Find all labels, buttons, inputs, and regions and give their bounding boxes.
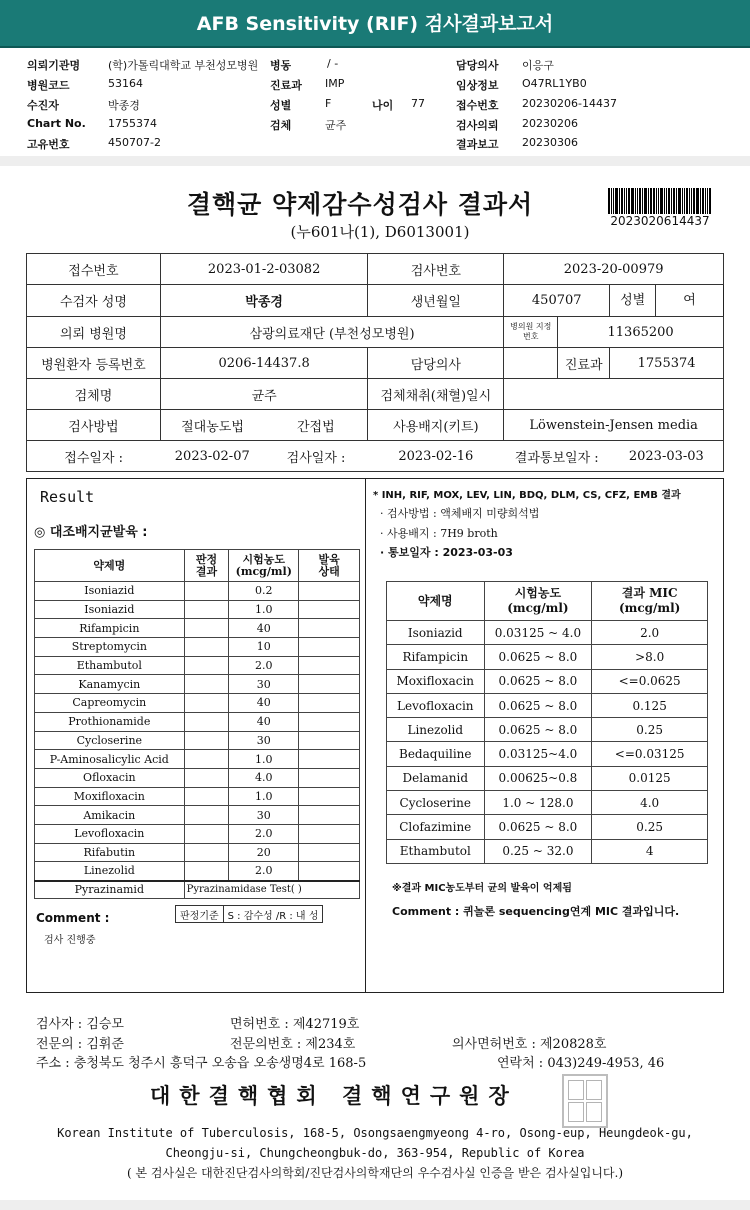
certification-note: ( 본 검사실은 대한진단검사의학회/진단검사의학재단의 우수검사실 인증을 받은 검사실입니다.) xyxy=(126,1166,623,1180)
section-divider xyxy=(0,156,750,166)
table-cell: 4.0 xyxy=(592,791,708,815)
info-label: 병의원 지정번호 xyxy=(504,317,558,348)
table-row xyxy=(35,750,360,769)
document-title: 결핵균 약제감수성검사 결과서 xyxy=(186,190,534,219)
info-label: 생년월일 xyxy=(368,285,504,317)
barcode-bar xyxy=(678,188,681,214)
table-cell: Clofazimine xyxy=(387,815,485,839)
barcode-bar xyxy=(676,188,677,214)
label-hospital-code: 병원코드 xyxy=(27,79,70,92)
value-request-date: 20230206 xyxy=(522,117,578,130)
physician-license: 의사면허번호 : 제20828호 xyxy=(452,1037,607,1052)
barcode-bar xyxy=(631,188,634,214)
criteria-label: 판정기준 xyxy=(176,906,224,922)
table-cell: Ethambutol xyxy=(387,839,485,863)
table-cell: Prothionamide xyxy=(35,712,185,731)
table-cell: Levofloxacin xyxy=(387,693,485,717)
table-row xyxy=(387,669,708,693)
table-cell: 0.25 xyxy=(592,815,708,839)
table-cell: Isoniazid xyxy=(35,600,185,619)
table-cell: 0.25 xyxy=(592,718,708,742)
column-header: 약제명 xyxy=(387,582,485,621)
table-cell: 0.0625 ~ 8.0 xyxy=(484,693,592,717)
value-report-date: 20230306 xyxy=(522,136,578,149)
specialist-number: 전문의번호 : 제234호 xyxy=(230,1037,356,1052)
table-row xyxy=(35,582,360,601)
table-cell xyxy=(184,750,229,769)
table-cell xyxy=(299,694,360,713)
table-cell: 10 xyxy=(229,638,299,657)
label-department: 진료과 xyxy=(270,79,302,92)
table-cell: 0.0625 ~ 8.0 xyxy=(484,815,592,839)
table-row xyxy=(35,824,360,843)
table-cell: 0.0625 ~ 8.0 xyxy=(484,718,592,742)
table-cell: Linezolid xyxy=(35,862,185,881)
info-value: 2023-02-07 xyxy=(160,441,264,472)
label-accession: 접수번호 xyxy=(456,99,499,112)
table-cell: 40 xyxy=(229,712,299,731)
table-cell: 1.0 xyxy=(229,600,299,619)
table-cell: 2.0 xyxy=(592,621,708,645)
table-cell xyxy=(184,787,229,806)
table-cell: 0.0125 xyxy=(592,766,708,790)
info-label: 진료과 xyxy=(558,348,610,379)
info-label: 담당의사 xyxy=(368,348,504,379)
table-row xyxy=(35,638,360,657)
table-cell: Streptomycin xyxy=(35,638,185,657)
table-row xyxy=(387,693,708,717)
column-header: 발육 상태 xyxy=(299,550,360,582)
table-cell xyxy=(184,638,229,657)
table-row xyxy=(35,843,360,862)
table-cell: Pyrazinamidase Test( ) xyxy=(184,881,359,899)
report-title: AFB Sensitivity (RIF) 검사결과보고서 xyxy=(0,0,750,48)
info-label: 검사일자 : xyxy=(264,441,368,472)
table-cell xyxy=(299,806,360,825)
info-value: 450707 xyxy=(504,285,610,317)
table-cell: P-Aminosalicylic Acid xyxy=(35,750,185,769)
official-seal-stamp xyxy=(562,1074,608,1128)
table-row xyxy=(35,694,360,713)
info-value: 삼광의료재단 (부천성모병원) xyxy=(160,317,503,348)
patient-info-table xyxy=(26,253,724,472)
table-cell: Moxifloxacin xyxy=(387,669,485,693)
barcode-bar xyxy=(624,188,625,214)
barcode-bar xyxy=(642,188,643,214)
barcode-bar xyxy=(648,188,649,214)
table-row xyxy=(35,675,360,694)
table-cell: 1.0 ~ 128.0 xyxy=(484,791,592,815)
table-cell: 30 xyxy=(229,675,299,694)
info-label: 접수일자 : xyxy=(27,441,161,472)
column-header: 약제명 xyxy=(35,550,185,582)
value-ward: / - xyxy=(327,57,339,70)
table-cell: 40 xyxy=(229,619,299,638)
table-row xyxy=(387,815,708,839)
table-cell xyxy=(184,712,229,731)
value-clinical-info: O47RL1YB0 xyxy=(522,77,587,90)
info-label: 결과통보일자 : xyxy=(504,441,610,472)
table-cell: 1.0 xyxy=(229,750,299,769)
info-value: 11365200 xyxy=(558,317,724,348)
phone: 연락처 : 043)249-4953, 46 xyxy=(497,1056,665,1071)
table-row xyxy=(387,766,708,790)
table-cell: 40 xyxy=(229,694,299,713)
barcode-bar xyxy=(639,188,641,214)
table-cell: Ethambutol xyxy=(35,656,185,675)
table-cell xyxy=(184,656,229,675)
table-row xyxy=(387,645,708,669)
table-cell: 0.00625~0.8 xyxy=(484,766,592,790)
barcode-bar xyxy=(702,188,704,214)
barcode-bar xyxy=(693,188,695,214)
sensitivity-table xyxy=(34,549,360,899)
table-cell: Pyrazinamid xyxy=(35,881,185,899)
info-value: 2023-03-03 xyxy=(610,441,724,472)
table-cell: 2.0 xyxy=(229,656,299,675)
table-cell: Linezolid xyxy=(387,718,485,742)
table-cell xyxy=(184,694,229,713)
info-value: 2023-20-00979 xyxy=(504,254,724,285)
label-ward: 병동 xyxy=(270,59,292,72)
table-cell xyxy=(299,824,360,843)
label-clinical-info: 임상정보 xyxy=(456,79,499,92)
table-cell: Isoniazid xyxy=(35,582,185,601)
value-chart-no: 1755374 xyxy=(108,117,157,130)
table-cell: 2.0 xyxy=(229,862,299,881)
info-label: 수검자 성명 xyxy=(27,285,161,317)
barcode-bar xyxy=(619,188,620,214)
table-cell xyxy=(299,787,360,806)
barcode-bar xyxy=(644,188,647,214)
table-cell xyxy=(184,768,229,787)
info-label: 검사번호 xyxy=(368,254,504,285)
table-cell xyxy=(184,600,229,619)
info-label: 병원환자 등록번호 xyxy=(27,348,161,379)
table-cell xyxy=(299,656,360,675)
table-cell: Bedaquiline xyxy=(387,742,485,766)
control-growth-heading: ◎ 대조배지균발육 : xyxy=(34,525,148,540)
table-cell xyxy=(184,619,229,638)
sex-cell xyxy=(610,285,723,316)
english-address-line2: Cheongju-si, Chungcheongbuk-do, 363-954, Republic of Korea xyxy=(165,1146,585,1160)
table-cell xyxy=(299,750,360,769)
info-value: 간접법 xyxy=(264,410,368,441)
table-row xyxy=(35,619,360,638)
table-cell: 1.0 xyxy=(229,787,299,806)
table-cell: Capreomycin xyxy=(35,694,185,713)
table-row xyxy=(387,742,708,766)
english-address-line1: Korean Institute of Tuberculosis, 168-5, Osongsaengmyeong 4-ro, Osong-eup, Heungdeok-gu, xyxy=(57,1126,693,1140)
table-cell: 0.0625 ~ 8.0 xyxy=(484,669,592,693)
table-cell xyxy=(184,675,229,694)
label-report-date: 결과보고 xyxy=(456,138,499,151)
barcode-bar xyxy=(626,188,627,214)
label-specimen: 검체 xyxy=(270,119,292,132)
table-cell: Levofloxacin xyxy=(35,824,185,843)
info-value xyxy=(504,379,724,410)
barcode-bar xyxy=(682,188,683,214)
table-cell: 30 xyxy=(229,806,299,825)
table-row xyxy=(35,656,360,675)
specialist: 전문의 : 김휘준 xyxy=(36,1037,124,1052)
mic-notify-date: · 통보일자 : 2023-03-03 xyxy=(380,546,513,559)
label-request-date: 검사의뢰 xyxy=(456,119,499,132)
table-row xyxy=(387,791,708,815)
barcode-bar xyxy=(671,188,672,214)
table-cell xyxy=(184,806,229,825)
table-cell: Rifabutin xyxy=(35,843,185,862)
info-value: 절대농도법 xyxy=(160,410,264,441)
organization-name: 대한결핵협회 결핵연구원장 xyxy=(150,1083,518,1108)
table-cell xyxy=(299,600,360,619)
info-label: 접수번호 xyxy=(27,254,161,285)
table-row xyxy=(387,621,708,645)
table-cell xyxy=(184,582,229,601)
info-value: 여 xyxy=(683,293,696,308)
column-header: 판정 결과 xyxy=(184,550,229,582)
column-header: 시험농도 (mcg/ml) xyxy=(229,550,299,582)
value-patient: 박종경 xyxy=(108,99,140,112)
table-cell: 30 xyxy=(229,731,299,750)
table-cell: 0.03125 ~ 4.0 xyxy=(484,621,592,645)
result-heading: Result xyxy=(40,488,95,506)
value-age: 77 xyxy=(411,97,425,110)
label-age: 나이 xyxy=(372,99,394,112)
label-sex: 성별 xyxy=(270,99,292,112)
table-cell: Cycloserine xyxy=(387,791,485,815)
barcode-bar xyxy=(653,188,655,214)
barcode-bar xyxy=(660,188,663,214)
info-value: 0206-14437.8 xyxy=(160,348,368,379)
table-cell: 20 xyxy=(229,843,299,862)
label-doctor: 담당의사 xyxy=(456,59,499,72)
table-cell: Cycloserine xyxy=(35,731,185,750)
mic-note: ※결과 MIC농도부터 균의 발육이 억제됨 xyxy=(392,883,572,894)
mic-method: · 검사방법 : 액체배지 미량희석법 xyxy=(380,507,540,520)
table-cell: 0.2 xyxy=(229,582,299,601)
value-doctor: 이응구 xyxy=(522,59,554,72)
barcode-bar xyxy=(686,188,688,214)
table-row xyxy=(35,768,360,787)
table-cell: >8.0 xyxy=(592,645,708,669)
barcode-bar xyxy=(666,188,667,214)
document-subtitle: (누601나(1), D6013001) xyxy=(290,223,470,241)
mic-table xyxy=(386,581,708,864)
barcode-bar xyxy=(696,188,699,214)
info-label: 사용배지(키트) xyxy=(368,410,504,441)
table-cell: 0.25 ~ 32.0 xyxy=(484,839,592,863)
table-row xyxy=(35,806,360,825)
table-cell xyxy=(299,862,360,881)
info-label: 검사방법 xyxy=(27,410,161,441)
table-cell: Isoniazid xyxy=(387,621,485,645)
table-cell xyxy=(184,843,229,862)
criteria-legend xyxy=(175,905,323,923)
criteria-value: S : 감수성 /R : 내 성 xyxy=(227,911,319,922)
barcode-bar xyxy=(700,188,701,214)
table-cell xyxy=(184,824,229,843)
table-row xyxy=(387,839,708,863)
mic-medium: · 사용배지 : 7H9 broth xyxy=(380,527,498,540)
table-cell xyxy=(299,675,360,694)
mic-comment: Comment : 퀴놀론 sequencing연계 MIC 결과입니다. xyxy=(392,905,680,918)
table-cell: Ofloxacin xyxy=(35,768,185,787)
value-unique-no: 450707-2 xyxy=(108,136,161,149)
barcode-bar xyxy=(635,188,636,214)
table-cell: Kanamycin xyxy=(35,675,185,694)
barcode-bar xyxy=(656,188,657,214)
info-value: 2023-02-16 xyxy=(368,441,504,472)
table-cell: 4.0 xyxy=(229,768,299,787)
label-unique-no: 고유번호 xyxy=(27,138,70,151)
table-cell xyxy=(299,582,360,601)
barcode-bar xyxy=(705,188,706,214)
value-hospital-code: 53164 xyxy=(108,77,143,90)
license-number: 면허번호 : 제42719호 xyxy=(230,1017,360,1032)
info-label: 성별 xyxy=(610,285,656,316)
barcode-bar xyxy=(664,188,665,214)
table-cell: Rifampicin xyxy=(387,645,485,669)
info-label: 검체명 xyxy=(27,379,161,410)
table-row xyxy=(35,731,360,750)
barcode-number: 2023020614437 xyxy=(610,214,710,228)
barcode-bar xyxy=(658,188,659,214)
barcode-bar xyxy=(709,188,711,214)
column-header: 시험농도 (mcg/ml) xyxy=(484,582,592,621)
barcode-bar xyxy=(613,188,614,214)
barcode-bar xyxy=(615,188,618,214)
barcode-bar xyxy=(637,188,638,214)
column-header: 결과 MIC (mcg/ml) xyxy=(592,582,708,621)
table-cell: <=0.03125 xyxy=(592,742,708,766)
barcode-bar xyxy=(650,188,652,214)
barcode-bar xyxy=(608,188,610,214)
table-cell xyxy=(184,862,229,881)
table-cell xyxy=(299,638,360,657)
tester: 검사자 : 김승모 xyxy=(36,1017,124,1032)
table-cell xyxy=(299,619,360,638)
table-cell: 0.125 xyxy=(592,693,708,717)
table-cell: Amikacin xyxy=(35,806,185,825)
label-chart-no: Chart No. xyxy=(27,117,86,130)
table-cell: Delamanid xyxy=(387,766,485,790)
info-value: 박종경 xyxy=(160,285,368,317)
table-row xyxy=(35,712,360,731)
table-cell: Moxifloxacin xyxy=(35,787,185,806)
table-cell: <=0.0625 xyxy=(592,669,708,693)
value-department: IMP xyxy=(325,77,345,90)
barcode-bar xyxy=(689,188,690,214)
barcode-bar xyxy=(707,188,708,214)
table-cell xyxy=(299,843,360,862)
page-bottom-margin xyxy=(0,1200,750,1210)
table-row xyxy=(35,600,360,619)
mic-drug-list: * INH, RIF, MOX, LEV, LIN, BDQ, DLM, CS, CFZ, EMB 결과 xyxy=(373,490,681,501)
table-row xyxy=(35,862,360,881)
table-row xyxy=(387,718,708,742)
value-specimen: 균주 xyxy=(325,119,347,132)
table-cell: 4 xyxy=(592,839,708,863)
barcode-bar xyxy=(673,188,675,214)
barcode-bar xyxy=(628,188,630,214)
barcode-bar xyxy=(668,188,670,214)
label-institution: 의뢰기관명 xyxy=(27,59,81,72)
value-sex: F xyxy=(325,97,332,110)
label-patient: 수진자 xyxy=(27,99,59,112)
barcode-bar xyxy=(621,188,623,214)
info-label: 검체채취(채혈)일시 xyxy=(368,379,504,410)
info-value: Löwenstein-Jensen media xyxy=(504,410,724,441)
barcode-bar xyxy=(611,188,612,214)
table-cell: 0.0625 ~ 8.0 xyxy=(484,645,592,669)
table-row xyxy=(35,787,360,806)
table-cell xyxy=(299,768,360,787)
info-label: 의뢰 병원명 xyxy=(27,317,161,348)
table-cell xyxy=(299,731,360,750)
value-institution: (학)가톨릭대학교 부천성모병원 xyxy=(108,59,259,72)
comment-label: Comment : xyxy=(36,911,110,925)
value-accession: 20230206-14437 xyxy=(522,97,617,110)
table-cell: 0.03125~4.0 xyxy=(484,742,592,766)
info-value: 1755374 xyxy=(610,348,724,379)
info-value: 균주 xyxy=(160,379,368,410)
barcode-bar xyxy=(684,188,685,214)
table-cell xyxy=(184,731,229,750)
barcode-bar xyxy=(691,188,692,214)
comment-text: 검사 진행중 xyxy=(44,935,96,946)
info-value: 2023-01-2-03082 xyxy=(160,254,368,285)
table-cell: 2.0 xyxy=(229,824,299,843)
address: 주소 : 충청북도 청주시 흥덕구 오송읍 오송생명4로 168-5 xyxy=(36,1056,367,1071)
barcode-image xyxy=(608,188,713,214)
table-cell xyxy=(299,712,360,731)
table-cell: Rifampicin xyxy=(35,619,185,638)
